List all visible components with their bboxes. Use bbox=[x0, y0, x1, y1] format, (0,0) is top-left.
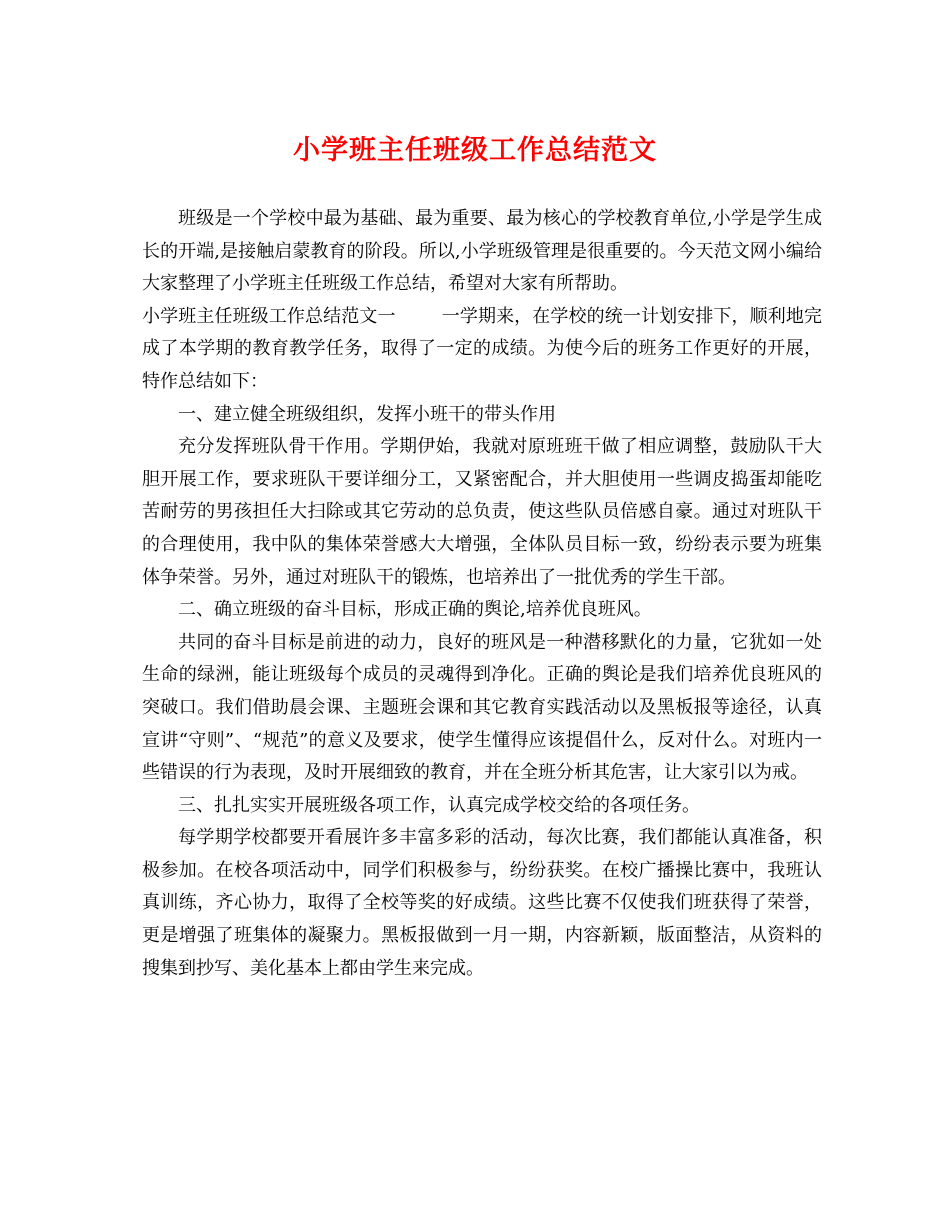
paragraph-two: 共同的奋斗目标是前进的动力，良好的班风是一种潜移默化的力量，它犹如一处生命的绿洲，能让班级每个成员的灵魂得到净化。正确的舆论是我们培养优良班风的突破口。我们借助晨会课、主题班会课和其它教育实践活动以及黑板报等途径，认真宣讲“守则”、“规范”的意义及要求，使学生懂得应该提倡什么，反对什么。对班内一些错误的行为表现，及时开展细致的教育，并在全班分析其危害，让大家引以为戒。 bbox=[142, 631, 822, 784]
heading-one: 一、建立健全班级组织，发挥小班干的带头作用 bbox=[178, 403, 556, 425]
intro-paragraph: 班级是一个学校中最为基础、最为重要、最为核心的学校教育单位,小学是学生成长的开端,是接触启蒙教育的阶段。所以,小学班级管理是很重要的。今天范文网小编给大家整理了小学班主任班级工作总结，希望对大家有所帮助。 bbox=[142, 208, 822, 295]
paragraph-three: 每学期学校都要开看展许多丰富多彩的活动，每次比赛，我们都能认真准备，积极参加。在校各项活动中，同学们积极参与，纷纷获奖。在校广播操比赛中，我班认真训练，齐心协力，取得了全校等奖的好成绩。这些比赛不仅使我们班获得了荣誉，更是增强了班集体的凝聚力。黑板报做到一月一期，内容新颖，版面整洁，从资料的搜集到抄写、美化基本上都由学生来完成。 bbox=[142, 827, 822, 979]
document-body bbox=[142, 203, 822, 985]
heading-three: 三、扎扎实实开展班级各项工作，认真完成学校交给的各项任务。 bbox=[178, 794, 700, 816]
paragraph-one: 充分发挥班队骨干作用。学期伊始，我就对原班班干做了相应调整，鼓励队干大胆开展工作，要求班队干要详细分工，又紧密配合，并大胆使用一些调皮捣蛋却能吃苦耐劳的男孩担任大扫除或其它劳动的总负责，使这些队员倍感自豪。通过对班队干的合理使用，我中队的集体荣誉感大大增强，全体队员目标一致，纷纷表示要为班集体争荣誉。另外，通过对班队干的锻炼，也培养出了一批优秀的学生干部。 bbox=[142, 436, 822, 588]
section-label: 小学班主任班级工作总结范文一 bbox=[142, 305, 396, 327]
heading-two: 二、确立班级的奋斗目标，形成正确的舆论,培养优良班风。 bbox=[178, 599, 652, 621]
section-paragraph bbox=[142, 301, 822, 399]
document-title: 小学班主任班级工作总结范文 bbox=[293, 135, 657, 166]
section-lead: 一学期来，在学校的统一计划安排下，顺利地完成了本学期的教育教学任务，取得了一定的成绩。为使今后的班务工作更好的开展，特作总结如下： bbox=[142, 305, 823, 392]
